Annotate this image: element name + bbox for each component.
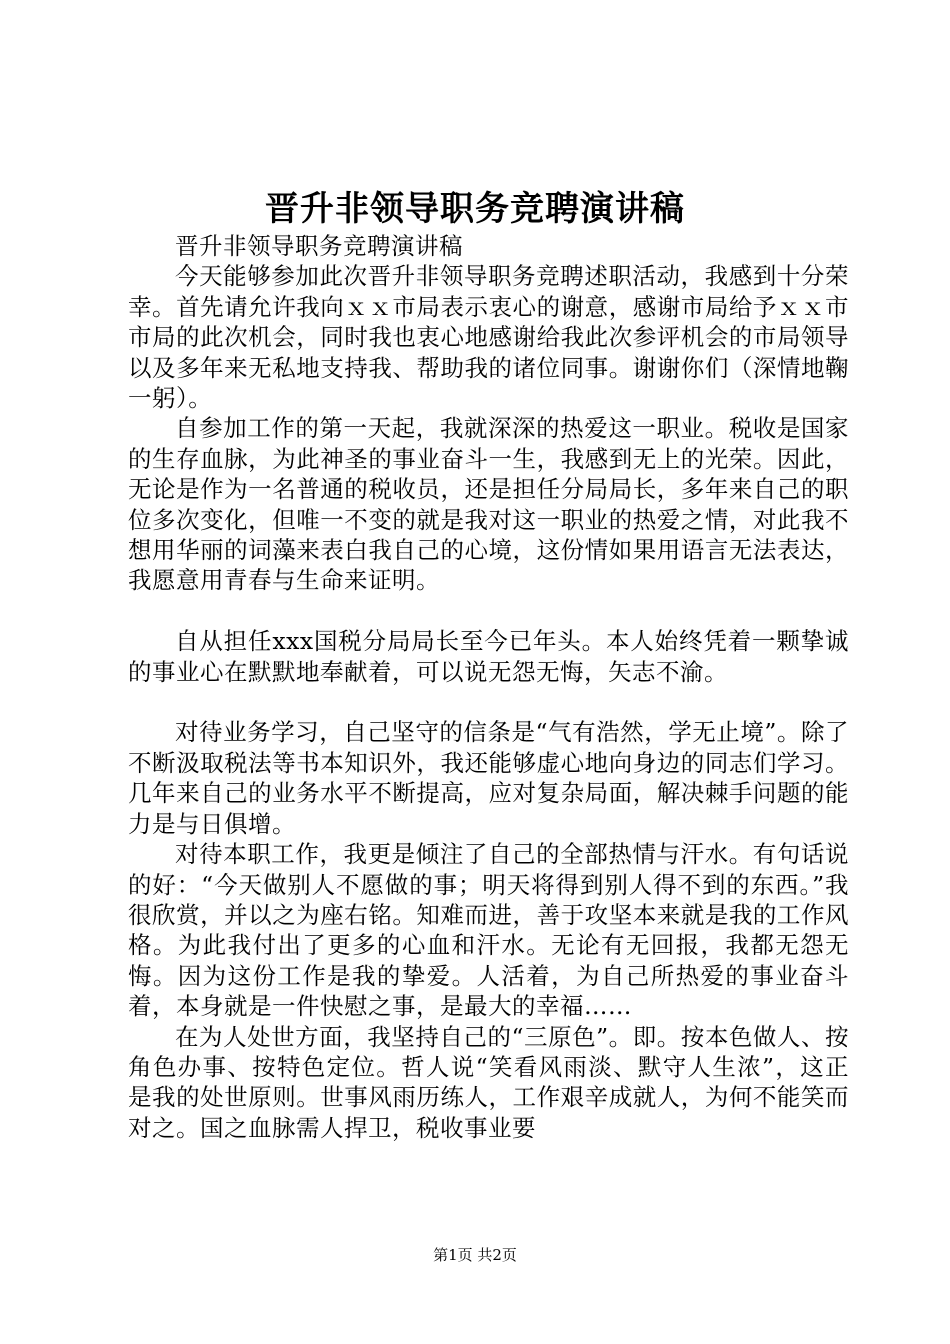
paragraph-gratitude: 今天能够参加此次晋升非领导职务竞聘述职活动，我感到十分荣幸。首先请允许我向ｘｘ市局表示衷心的谢意，感谢市局给予ｘｘ市市局的此次机会，同时我也衷心地感谢给我此次参评机会的市局领导以及多年来无私地支持我、帮助我的诸位同事。谢谢你们（深情地鞠一躬）。 xyxy=(128,262,849,413)
paragraph-work: 对待本职工作，我更是倾注了自己的全部热情与汗水。有句话说的好：“今天做别人不愿做的事；明天将得到别人得不到的东西。”我很欣赏，并以之为座右铭。知难而进，善于攻坚本来就是我的工作风格。为此我付出了更多的心血和汗水。无论有无回报，我都无怨无悔。因为这份工作是我的挚爱。人活着，为自己所热爱的事业奋斗着，本身就是一件快慰之事，是最大的幸福…… xyxy=(128,840,849,1021)
page-indicator: 第1页 共2页 xyxy=(433,1246,517,1264)
paragraph-learning: 对待业务学习，自己坚守的信条是“气有浩然，学无止境”。除了不断汲取税法等书本知识外，我还能够虚心地向身边的同志们学习。几年来自己的业务水平不断提高，应对复杂局面，解决棘手问题的能力是与日俱增。 xyxy=(128,718,849,838)
document-title: 晋升非领导职务竞聘演讲稿 xyxy=(265,189,685,229)
paragraph-career-love: 自参加工作的第一天起，我就深深的热爱这一职业。税收是国家的生存血脉，为此神圣的事业奋斗一生，我感到无上的光荣。因此，无论是作为一名普通的税收员，还是担任分局局长，多年来自己的职位多次变化，但唯一不变的就是我对这一职业的热爱之情，对此我不想用华丽的词藻来表白我自己的心境，这份情如果用语言无法表达，我愿意用青春与生命来证明。 xyxy=(128,414,849,595)
document-subtitle: 晋升非领导职务竞聘演讲稿 xyxy=(175,232,463,260)
document-body xyxy=(128,231,849,1143)
paragraph-conduct: 在为人处世方面，我坚持自己的“三原色”。即。按本色做人、按角色办事、按特色定位。哲人说“笑看风雨淡、默守人生浓”，这正是我的处世原则。世事风雨历练人，工作艰辛成就人，为何不能笑而对之。国之血脉需人捍卫，税收事业要 xyxy=(128,1022,849,1142)
paragraph-tenure: 自从担任xxx国税分局局长至今已年头。本人始终凭着一颗挚诚的事业心在默默地奉献着，可以说无怨无悔，矢志不渝。 xyxy=(128,627,849,686)
